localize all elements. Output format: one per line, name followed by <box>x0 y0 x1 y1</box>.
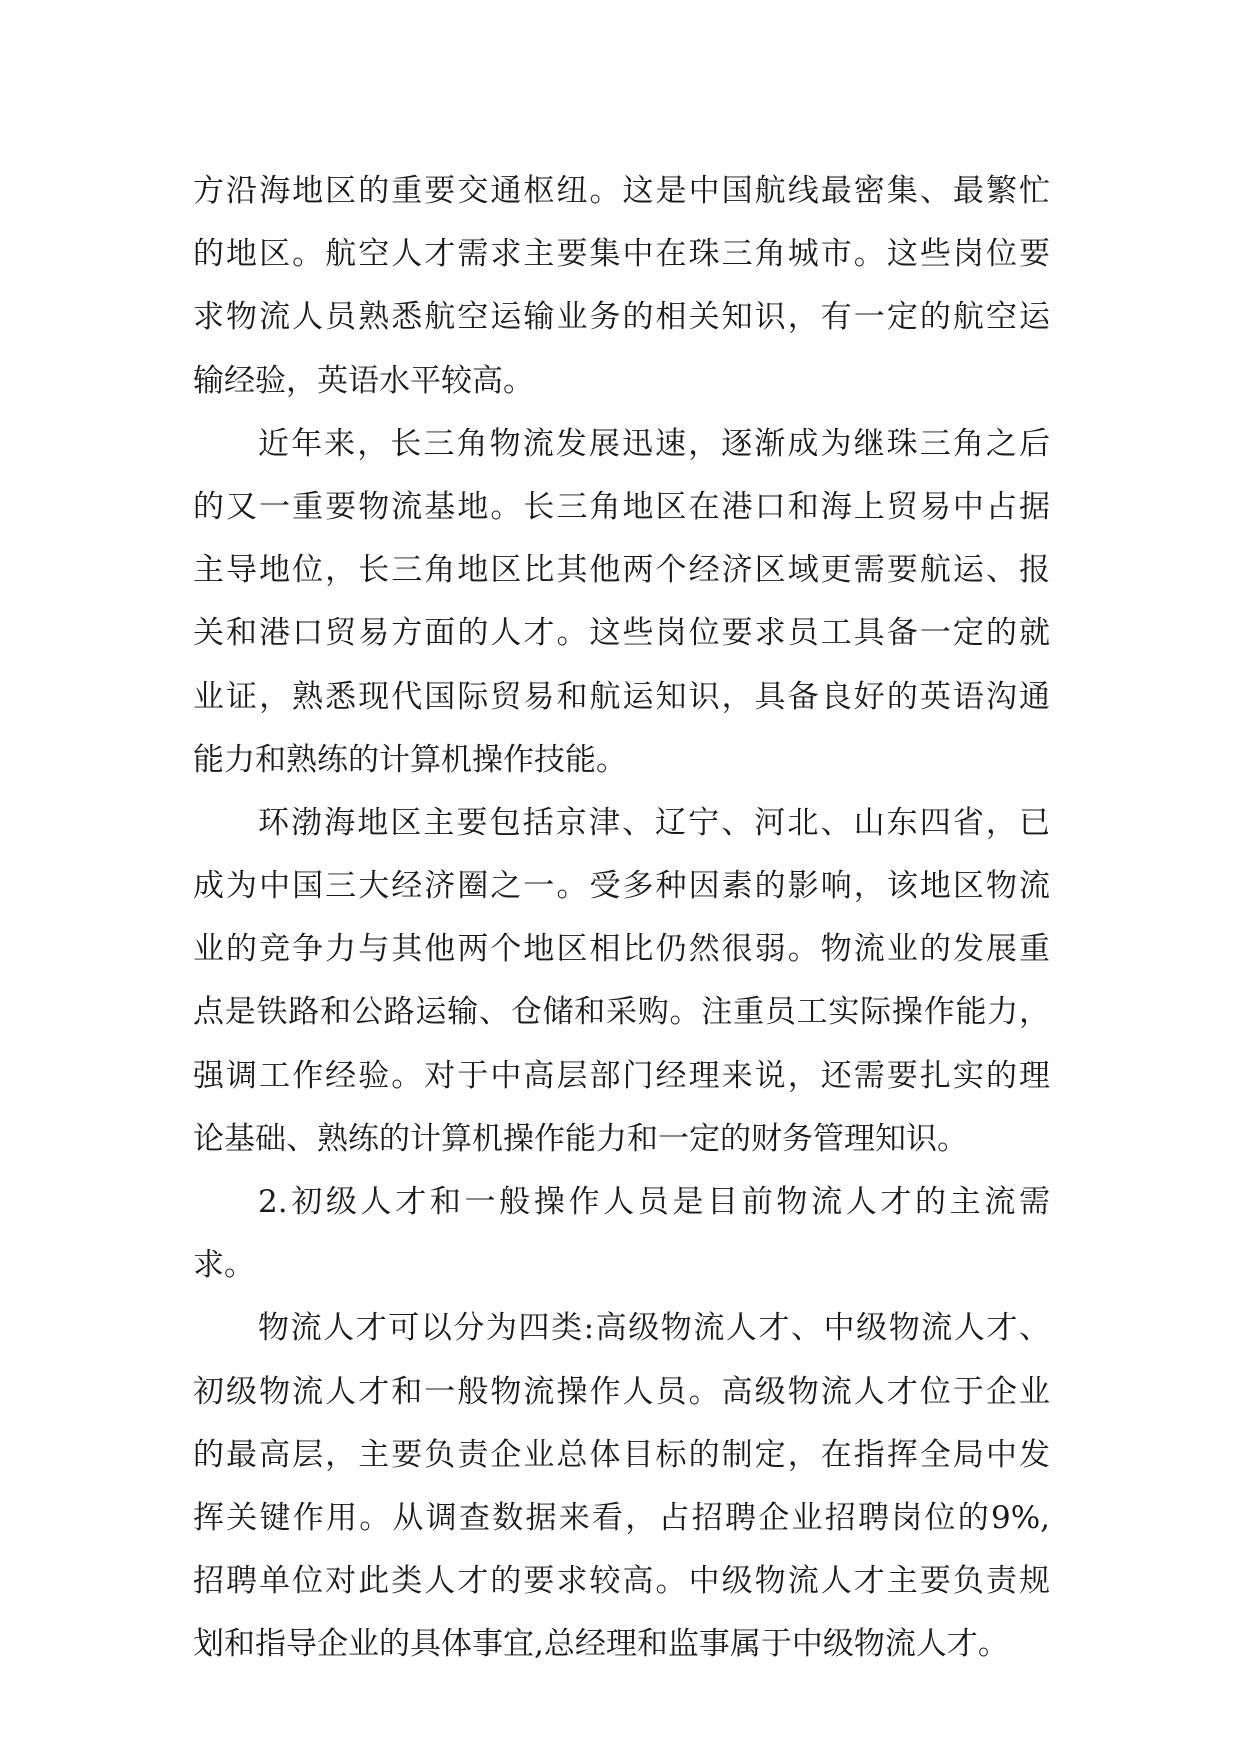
document-body <box>193 160 1050 1677</box>
text-line: 挥关键作用。从调查数据来看，占招聘企业招聘岗位的9%, <box>193 1499 1050 1536</box>
text-line: 求物流人员熟悉航空运输业务的相关知识，有一定的航空运 <box>193 299 1050 336</box>
text-line: 近年来，长三角物流发展迅速，逐渐成为继珠三角之后 <box>258 425 1050 462</box>
text-line: 业证，熟悉现代国际贸易和航运知识，具备良好的英语沟通 <box>193 678 1050 715</box>
text-line: 2.初级人才和一般操作人员是目前物流人才的主流需 <box>258 1184 1050 1220</box>
text-line: 输经验，英语水平较高。 <box>193 362 534 399</box>
text-line: 环渤海地区主要包括京津、辽宁、河北、山东四省，已 <box>258 804 1050 841</box>
text-line: 业的竞争力与其他两个地区相比仍然很弱。物流业的发展重 <box>193 931 1050 968</box>
text-line: 能力和熟练的计算机操作技能。 <box>193 741 627 778</box>
text-line: 强调工作经验。对于中高层部门经理来说，还需要扎实的理 <box>193 1057 1050 1094</box>
text-line: 的最高层，主要负责企业总体目标的制定，在指挥全局中发 <box>193 1436 1050 1473</box>
text-line: 点是铁路和公路运输、仓储和采购。注重员工实际操作能力， <box>193 994 1050 1031</box>
text-line: 的地区。航空人才需求主要集中在珠三角城市。这些岗位要 <box>193 236 1050 273</box>
text-line: 成为中国三大经济圈之一。受多种因素的影响，该地区物流 <box>193 868 1050 905</box>
text-line: 关和港口贸易方面的人才。这些岗位要求员工具备一定的就 <box>193 615 1050 652</box>
text-line: 论基础、熟练的计算机操作能力和一定的财务管理知识。 <box>193 1120 968 1157</box>
text-line: 主导地位，长三角地区比其他两个经济区域更需要航运、报 <box>193 552 1050 589</box>
text-line: 的又一重要物流基地。长三角地区在港口和海上贸易中占据 <box>193 488 1050 525</box>
text-line: 招聘单位对此类人才的要求较高。中级物流人才主要负责规 <box>193 1563 1050 1600</box>
text-line: 求。 <box>193 1247 255 1284</box>
text-line: 初级物流人才和一般物流操作人员。高级物流人才位于企业 <box>193 1373 1050 1410</box>
text-line: 物流人才可以分为四类:高级物流人才、中级物流人才、 <box>258 1310 1050 1347</box>
text-line: 划和指导企业的具体事宜,总经理和监事属于中级物流人才。 <box>193 1626 1009 1663</box>
text-line: 方沿海地区的重要交通枢纽。这是中国航线最密集、最繁忙 <box>193 173 1050 209</box>
